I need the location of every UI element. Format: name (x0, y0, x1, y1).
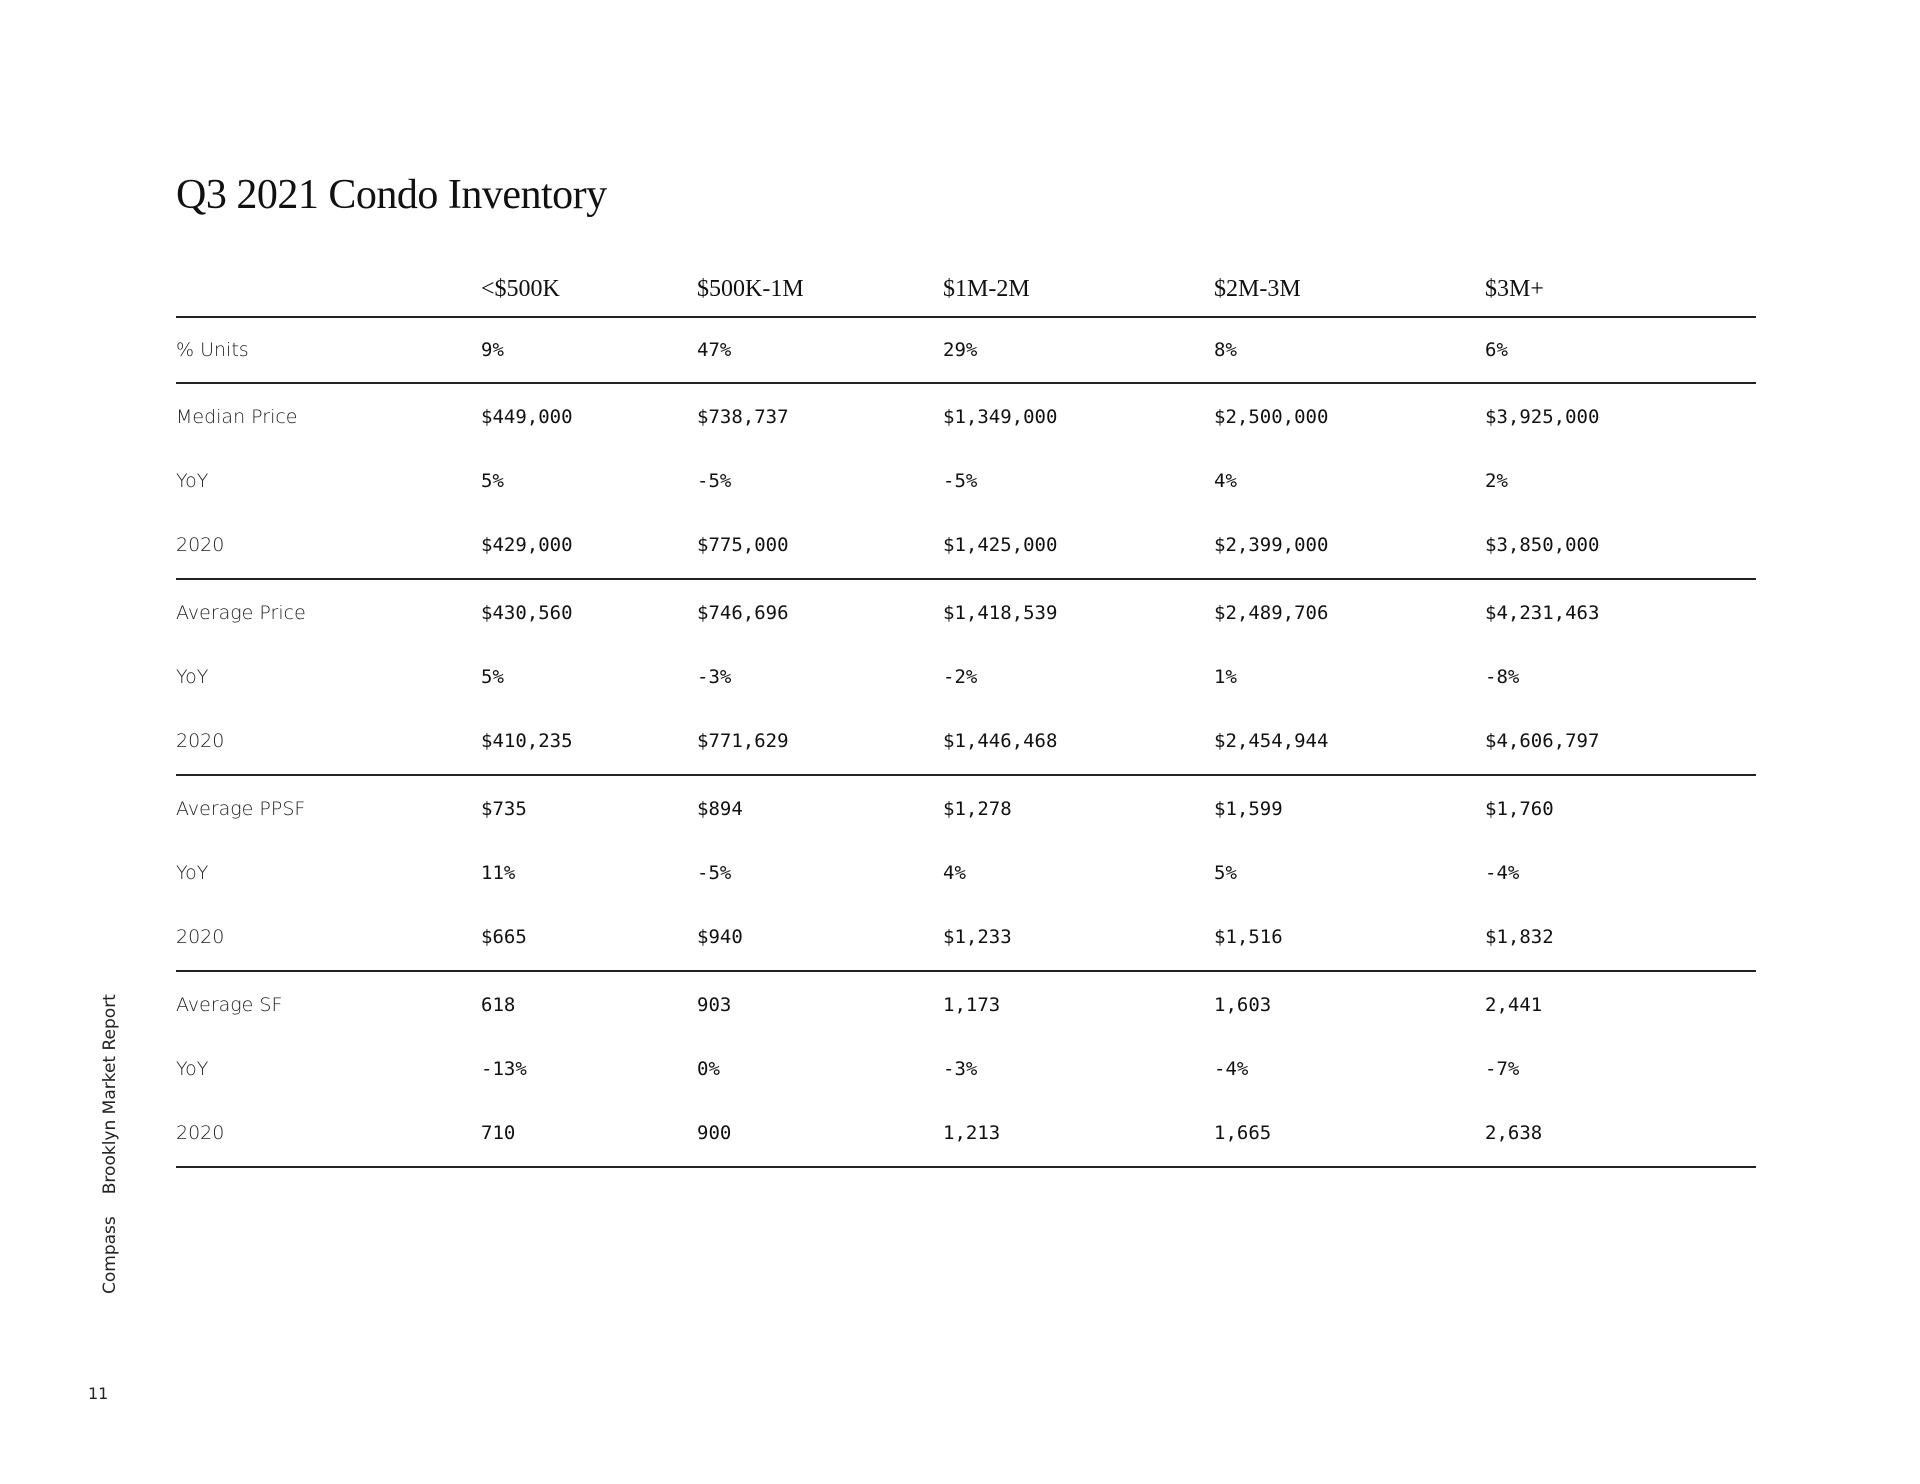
table-cell: 903 (697, 994, 732, 1016)
table-cell: $1,832 (1485, 926, 1554, 948)
table-row (176, 973, 1756, 1037)
table-cell: -4% (1485, 862, 1520, 884)
table-row-group (176, 384, 1756, 580)
row-label: YoY (176, 1058, 209, 1080)
table-cell: 9% (481, 339, 504, 361)
table-cell: -13% (481, 1058, 527, 1080)
table-cell: $1,599 (1214, 798, 1283, 820)
table-cell: 6% (1485, 339, 1508, 361)
table-cell: $2,399,000 (1214, 534, 1329, 556)
table-cell: -3% (697, 666, 732, 688)
table-cell: 11% (481, 862, 516, 884)
table-cell: -5% (943, 470, 978, 492)
table-cell: -7% (1485, 1058, 1520, 1080)
row-label: 2020 (176, 926, 225, 948)
table-cell: $430,560 (481, 602, 573, 624)
table-cell: $2,454,944 (1214, 730, 1329, 752)
brand-name: Compass (100, 1216, 120, 1294)
table-cell: $2,489,706 (1214, 602, 1329, 624)
table-cell: 5% (1214, 862, 1237, 884)
condo-inventory-table (176, 262, 1756, 1168)
table-cell: 1,603 (1214, 994, 1272, 1016)
table-cell: 29% (943, 339, 978, 361)
row-label: Median Price (176, 406, 298, 428)
table-row-units (176, 318, 1756, 384)
sidebar-footer (100, 994, 120, 1294)
column-header: <$500K (481, 275, 560, 302)
table-row-group (176, 580, 1756, 776)
table-row (176, 385, 1756, 449)
table-cell: -5% (697, 470, 732, 492)
table-cell: $3,850,000 (1485, 534, 1600, 556)
table-cell: 2,638 (1485, 1122, 1543, 1144)
table-cell: $775,000 (697, 534, 789, 556)
table-cell: $746,696 (697, 602, 789, 624)
row-label: Average SF (176, 994, 283, 1016)
row-label: 2020 (176, 1122, 225, 1144)
column-header: $500K-1M (697, 275, 804, 302)
table-cell: 2% (1485, 470, 1508, 492)
table-cell: $4,231,463 (1485, 602, 1600, 624)
table-cell: -4% (1214, 1058, 1249, 1080)
column-header: $2M-3M (1214, 275, 1301, 302)
table-row (176, 1037, 1756, 1101)
table-cell: 1,173 (943, 994, 1001, 1016)
table-cell: -3% (943, 1058, 978, 1080)
table-cell: $410,235 (481, 730, 573, 752)
row-label: % Units (176, 339, 249, 361)
table-row (176, 905, 1756, 969)
table-cell: $429,000 (481, 534, 573, 556)
table-cell: 8% (1214, 339, 1237, 361)
table-cell: 618 (481, 994, 516, 1016)
table-cell: 5% (481, 470, 504, 492)
row-label: 2020 (176, 534, 225, 556)
row-label: YoY (176, 470, 209, 492)
table-cell: $771,629 (697, 730, 789, 752)
table-cell: 1,665 (1214, 1122, 1272, 1144)
row-label: Average Price (176, 602, 306, 624)
report-name: Brooklyn Market Report (100, 994, 120, 1195)
table-row-group (176, 972, 1756, 1168)
table-row (176, 777, 1756, 841)
table-cell: $1,425,000 (943, 534, 1058, 556)
table-cell: 0% (697, 1058, 720, 1080)
table-cell: $1,446,468 (943, 730, 1058, 752)
table-cell: $665 (481, 926, 527, 948)
table-row (176, 449, 1756, 513)
table-cell: 2,441 (1485, 994, 1543, 1016)
table-cell: $894 (697, 798, 743, 820)
table-cell: 5% (481, 666, 504, 688)
table-cell: -8% (1485, 666, 1520, 688)
column-header: $3M+ (1485, 275, 1544, 302)
page-title: Q3 2021 Condo Inventory (176, 172, 607, 218)
table-row (176, 841, 1756, 905)
table-cell: $2,500,000 (1214, 406, 1329, 428)
table-cell: 4% (943, 862, 966, 884)
table-cell: -5% (697, 862, 732, 884)
page-number: 11 (88, 1384, 109, 1403)
row-label: 2020 (176, 730, 225, 752)
table-cell: $1,516 (1214, 926, 1283, 948)
table-header-row (176, 262, 1756, 318)
table-body (176, 384, 1756, 1168)
row-label: YoY (176, 666, 209, 688)
table-cell: $735 (481, 798, 527, 820)
table-cell: $940 (697, 926, 743, 948)
table-row (176, 1101, 1756, 1165)
table-cell: $1,349,000 (943, 406, 1058, 428)
table-row-group (176, 776, 1756, 972)
table-cell: 1% (1214, 666, 1237, 688)
table-row (176, 581, 1756, 645)
table-cell: 710 (481, 1122, 516, 1144)
table-row (176, 513, 1756, 577)
table-cell: $1,760 (1485, 798, 1554, 820)
table-cell: $3,925,000 (1485, 406, 1600, 428)
row-label: YoY (176, 862, 209, 884)
table-cell: -2% (943, 666, 978, 688)
table-cell: $1,418,539 (943, 602, 1058, 624)
table-cell: 1,213 (943, 1122, 1001, 1144)
table-cell: 47% (697, 339, 732, 361)
table-cell: $738,737 (697, 406, 789, 428)
table-row (176, 709, 1756, 773)
table-cell: $1,278 (943, 798, 1012, 820)
table-cell: $1,233 (943, 926, 1012, 948)
table-cell: $449,000 (481, 406, 573, 428)
table-cell: $4,606,797 (1485, 730, 1600, 752)
row-label: Average PPSF (176, 798, 306, 820)
table-cell: 900 (697, 1122, 732, 1144)
column-header: $1M-2M (943, 275, 1030, 302)
table-cell: 4% (1214, 470, 1237, 492)
table-row (176, 645, 1756, 709)
